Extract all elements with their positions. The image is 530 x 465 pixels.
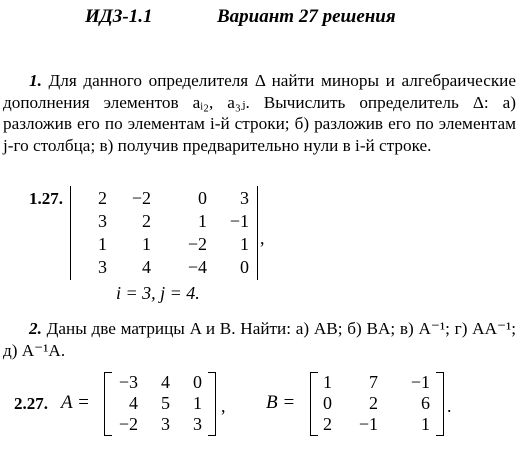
problem-127-label: 1.27. <box>29 189 63 208</box>
matrix-b-cell: −1 <box>358 414 378 434</box>
determinant <box>70 186 258 280</box>
variant-title: Вариант 27 решения <box>217 6 396 27</box>
matrix-a-label: A = <box>61 392 90 413</box>
index-condition: i = 3, j = 4. <box>116 283 200 303</box>
assignment-title: ИДЗ-1.1 <box>85 6 153 27</box>
matrix-a-cell: −2 <box>118 414 138 434</box>
matrix-b-cell: 0 <box>323 393 332 413</box>
task2-paragraph <box>3 318 516 361</box>
matrix-a-cell: 4 <box>129 393 138 413</box>
matrix-b-cell: −1 <box>410 372 430 392</box>
right-bracket <box>436 372 444 436</box>
matrix-separator: , <box>221 396 226 416</box>
matrix-b-cell: 6 <box>421 393 430 413</box>
det-cell: 2 <box>142 211 151 231</box>
right-bracket <box>208 372 216 436</box>
matrix-b-cell: 1 <box>421 414 430 434</box>
det-cell: 1 <box>198 211 207 231</box>
problem-227-label: 2.27. <box>14 394 48 413</box>
matrix-a <box>104 372 216 434</box>
task2-number: 2. <box>29 319 42 338</box>
task1-text: Для данного определителя Δ найти миноры и алгебраические дополнения элементов aᵢ₂, a₃ⱼ. Вычислить определитель Δ: а) разложив его по элементам i-й строки; б) разложив его по элементам j-го столбца; в) получив предварительно нули в i-й строке. <box>3 71 516 155</box>
det-cell: 1 <box>240 234 249 254</box>
matrix-a-cell: 3 <box>161 414 170 434</box>
task2-text: Даны две матрицы A и B. Найти: а) AB; б) BA; в) A⁻¹; г) AA⁻¹; д) A⁻¹A. <box>3 319 517 360</box>
matrix-a-cell: 5 <box>161 393 170 413</box>
matrix-a-cell: 0 <box>193 372 202 392</box>
det-cell: 0 <box>240 257 249 277</box>
det-cell: 2 <box>98 188 107 208</box>
det-cell: 1 <box>142 234 151 254</box>
determinant-comma: , <box>260 228 265 248</box>
det-cell: 1 <box>98 234 107 254</box>
matrix-a-cell: 4 <box>161 372 170 392</box>
det-cell: 3 <box>98 257 107 277</box>
det-cell: −2 <box>131 188 151 208</box>
matrix-b <box>310 372 444 434</box>
det-cell: 3 <box>98 211 107 231</box>
matrix-b-label: B = <box>266 392 296 413</box>
det-cell: −2 <box>187 234 207 254</box>
matrix-a-cell: −3 <box>118 372 138 392</box>
matrix-b-cell: 7 <box>369 372 378 392</box>
matrix-b-cell: 1 <box>323 372 332 392</box>
det-cell: 0 <box>198 188 207 208</box>
det-cell: 4 <box>142 257 151 277</box>
matrix-b-cell: 2 <box>369 393 378 413</box>
task1-number: 1. <box>29 71 42 90</box>
task1-paragraph <box>3 70 516 156</box>
det-cell: −1 <box>229 211 249 231</box>
matrix-a-cell: 1 <box>193 393 202 413</box>
det-cell: 3 <box>240 188 249 208</box>
final-period: . <box>447 396 452 416</box>
matrix-b-cell: 2 <box>323 414 332 434</box>
det-cell: −4 <box>187 257 207 277</box>
matrix-a-cell: 3 <box>193 414 202 434</box>
